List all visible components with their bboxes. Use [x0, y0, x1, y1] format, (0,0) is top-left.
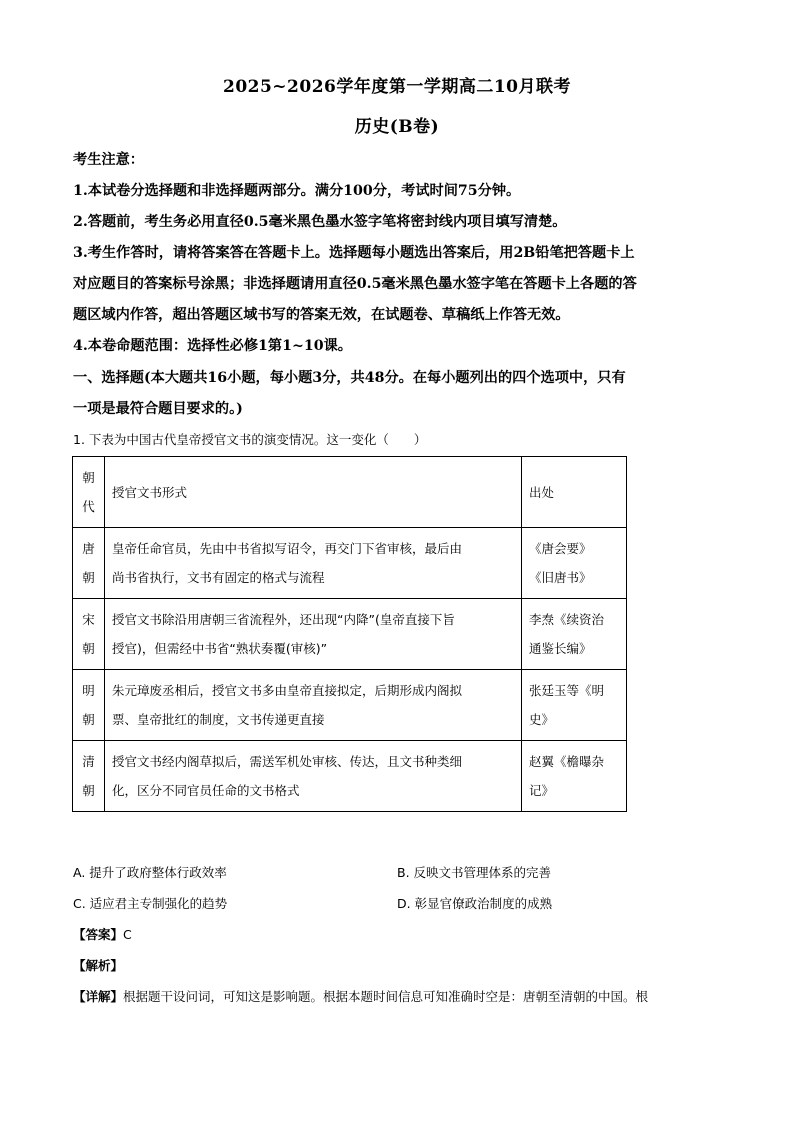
notice-line: 对应题目的答案标号涂黑；非选择题请用直径0.5毫米黑色墨水签字笔在答题卡上各题的答	[73, 276, 637, 292]
answer-tag: 【答案】	[73, 927, 124, 942]
answer-value: C	[123, 927, 132, 942]
notice-heading: 考生注意：	[73, 152, 144, 168]
option-c: C. 适应君主专制强化的趋势	[73, 896, 228, 911]
analysis-tag: 【解析】	[73, 958, 124, 973]
form-text: 授官文书除沿用唐朝三省流程外，还出现“内降”(皇帝直接下旨 授官)，但需经中书省“熟状奏覆(审核)”	[112, 612, 455, 656]
exam-title: 2025~2026学年度第一学期高二10月联考	[222, 77, 572, 97]
cell-source	[522, 528, 627, 599]
official-document-table	[72, 456, 627, 812]
table-row	[73, 528, 627, 599]
table-row	[73, 599, 627, 670]
answer-line	[73, 925, 132, 943]
detail-tag: 【详解】	[73, 989, 124, 1004]
cell-source	[522, 741, 627, 812]
cell-source	[522, 670, 627, 741]
source-text: 张廷玉等《明 史》	[529, 683, 605, 727]
notice-line: 题区域内作答，超出答题区域书写的答案无效，在试题卷、草稿纸上作答无效。	[73, 307, 570, 323]
cell-form	[105, 741, 522, 812]
notice-line: 2.答题前，考生务必用直径0.5毫米黑色墨水签字笔将密封线内项目填写清楚。	[73, 214, 567, 230]
form-text: 皇帝任命官员，先由中书省拟写诏令，再交门下省审核，最后由 尚书省执行，文书有固定的格式与流程	[112, 541, 463, 585]
cell-dynasty	[73, 670, 105, 741]
header-source-text: 出处	[529, 484, 555, 500]
form-text: 授官文书经内阁草拟后，需送军机处审核、传达，且文书种类细 化，区分不同官员任命的文书格式	[112, 754, 463, 798]
dynasty-text: 宋 朝	[82, 612, 95, 656]
exam-subtitle: 历史(B卷)	[354, 117, 440, 137]
option-b: B. 反映文书管理体系的完善	[397, 865, 552, 880]
question-stem: 1. 下表为中国古代皇帝授官文书的演变情况。这一变化（ ）	[73, 432, 427, 447]
cell-dynasty	[73, 741, 105, 812]
notice-line: 4.本卷命题范围：选择性必修1第1~10课。	[73, 338, 352, 354]
option-a: A. 提升了政府整体行政效率	[73, 865, 227, 880]
table-header-row	[73, 457, 627, 528]
dynasty-text: 清 朝	[82, 754, 95, 798]
source-text: 李焘《续资治 通鉴长编》	[529, 612, 605, 656]
notice-line: 3.考生作答时，请将答案答在答题卡上。选择题每小题选出答案后，用2B铅笔把答题卡上	[73, 245, 635, 261]
dynasty-text: 唐 朝	[82, 541, 95, 585]
source-text: 《唐会要》 《旧唐书》	[529, 541, 592, 585]
section-heading: 一、选择题(本大题共16小题，每小题3分，共48分。在每小题列出的四个选项中，只有	[73, 370, 626, 386]
detail-line	[73, 987, 648, 1005]
cell-form	[105, 599, 522, 670]
cell-form	[105, 528, 522, 599]
table-row	[73, 741, 627, 812]
analysis-line	[73, 956, 123, 974]
cell-dynasty	[73, 599, 105, 670]
table-row	[73, 670, 627, 741]
header-source	[522, 457, 627, 528]
notice-line: 1.本试卷分选择题和非选择题两部分。满分100分，考试时间75分钟。	[73, 183, 521, 199]
form-text: 朱元璋废丞相后，授官文书多由皇帝直接拟定，后期形成内阁拟 票、皇帝批红的制度，文书传递更直接	[112, 683, 463, 727]
header-dynasty	[73, 457, 105, 528]
detail-text: 根据题干设问词，可知这是影响题。根据本题时间信息可知准确时空是：唐朝至清朝的中国。根	[123, 989, 649, 1004]
source-text: 赵翼《檐曝杂 记》	[529, 754, 605, 798]
header-dynasty-text: 朝 代	[82, 470, 95, 514]
section-heading-cont: 一项是最符合题目要求的。)	[73, 401, 243, 417]
option-d: D. 彰显官僚政治制度的成熟	[397, 896, 553, 911]
header-form-text: 授官文书形式	[112, 484, 188, 500]
cell-form	[105, 670, 522, 741]
header-form	[105, 457, 522, 528]
cell-dynasty	[73, 528, 105, 599]
cell-source	[522, 599, 627, 670]
dynasty-text: 明 朝	[82, 683, 95, 727]
